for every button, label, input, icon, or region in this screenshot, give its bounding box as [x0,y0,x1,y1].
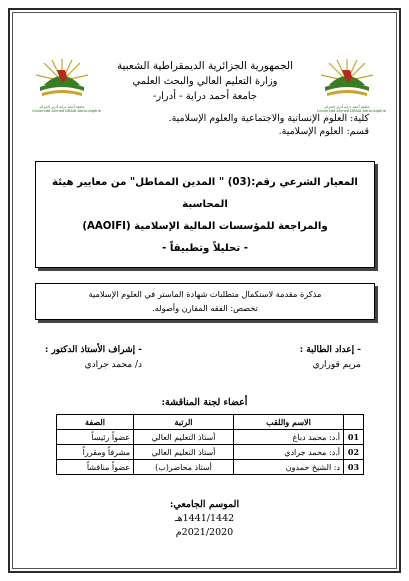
table-row [57,445,364,460]
member-rank: أستاذ التعليم العالي [134,445,234,460]
supervisor-block [32,343,142,373]
row-number: 02 [344,445,364,460]
academic-year-block [0,498,409,540]
committee-table [56,414,364,475]
university-emblem-icon [32,55,92,105]
member-role: مشرفاً ومقرراً [57,445,134,460]
ministry-line: وزارة التعليم العالي والبحث العلمي [132,76,278,87]
logo-caption-ar: جامعة أحمد دراية أدرار الجزائر [39,105,85,109]
degree-note-line-1: مذكرة مقدمة لاستكمال متطلبات شهادة الماستر في العلوم الإسلامية [88,289,322,299]
committee-title: أعضاء لجنة المناقشة: [161,397,248,408]
header-role: الصفة [57,415,134,430]
member-name: د: الشيخ حمدون [234,460,344,475]
member-name: أ.د: محمد دباغ [234,430,344,445]
thesis-title-line-3: - تحليلاً وتطبيقاً - [162,243,248,254]
specialization-line: تخصص: الفقه المقارن وأصوله. [152,303,258,313]
member-role: عضواً رئيساً [57,430,134,445]
thesis-title-line-1: المعيار الشرعي رقم:(03) " المدين المماطل" من معايير هيئة المحاسبة [52,177,358,210]
supervisor-name: د/ محمد جرادي [84,360,142,370]
header-num [344,415,364,430]
member-role: عضواً مناقشاً [57,460,134,475]
university-line: جامعة أحمد دراية - أدرار- [152,91,258,102]
university-logo-right [317,55,386,113]
university-emblem-icon [317,55,377,105]
department-line: قسم: العلوم الإسلامية. [278,125,369,137]
header-rank: الرتبة [134,415,234,430]
university-logo-left [32,55,101,113]
member-rank: أستاذ التعليم العالي [134,430,234,445]
thesis-title-box [35,161,375,268]
row-number: 03 [344,460,364,475]
logo-caption-en: Université Ahmed DRAIA Adrar-Algérie [32,109,101,113]
degree-note-box [35,283,375,320]
student-label: - إعداد الطالبة : [299,345,361,355]
college-line: كلية: العلوم الإنسانية والاجتماعية والعلوم الإسلامية. [168,113,369,124]
student-block [300,343,361,373]
header-name: الاسم واللقب [234,415,344,430]
logo-caption-en: Université Ahmed DRAIA Adrar-Algérie [317,109,386,113]
institution-header [80,59,330,104]
faculty-info [39,113,369,138]
supervisor-label: - إشراف الأستاذ الدكتور : [44,345,142,355]
hijri-year: 1441/1442هـ [174,513,235,524]
row-number: 01 [344,430,364,445]
republic-line: الجمهورية الجزائرية الديمقراطية الشعبية [116,60,294,72]
table-header-row [57,415,364,430]
academic-year-label: الموسم الجامعي: [169,499,240,510]
table-row [57,460,364,475]
table-row [57,430,364,445]
logo-caption-ar: جامعة أحمد دراية أدرار الجزائر [324,105,370,109]
member-name: أ.د: محمد جرادي [234,445,344,460]
gregorian-year: 2021/2020م [175,527,234,538]
student-name: مريم قوراري [312,360,361,370]
member-rank: أستاذ محاضر(ب) [134,460,234,475]
thesis-title-line-2: والمراجعة للمؤسسات المالية الإسلامية (AAOIFI) [82,221,328,232]
